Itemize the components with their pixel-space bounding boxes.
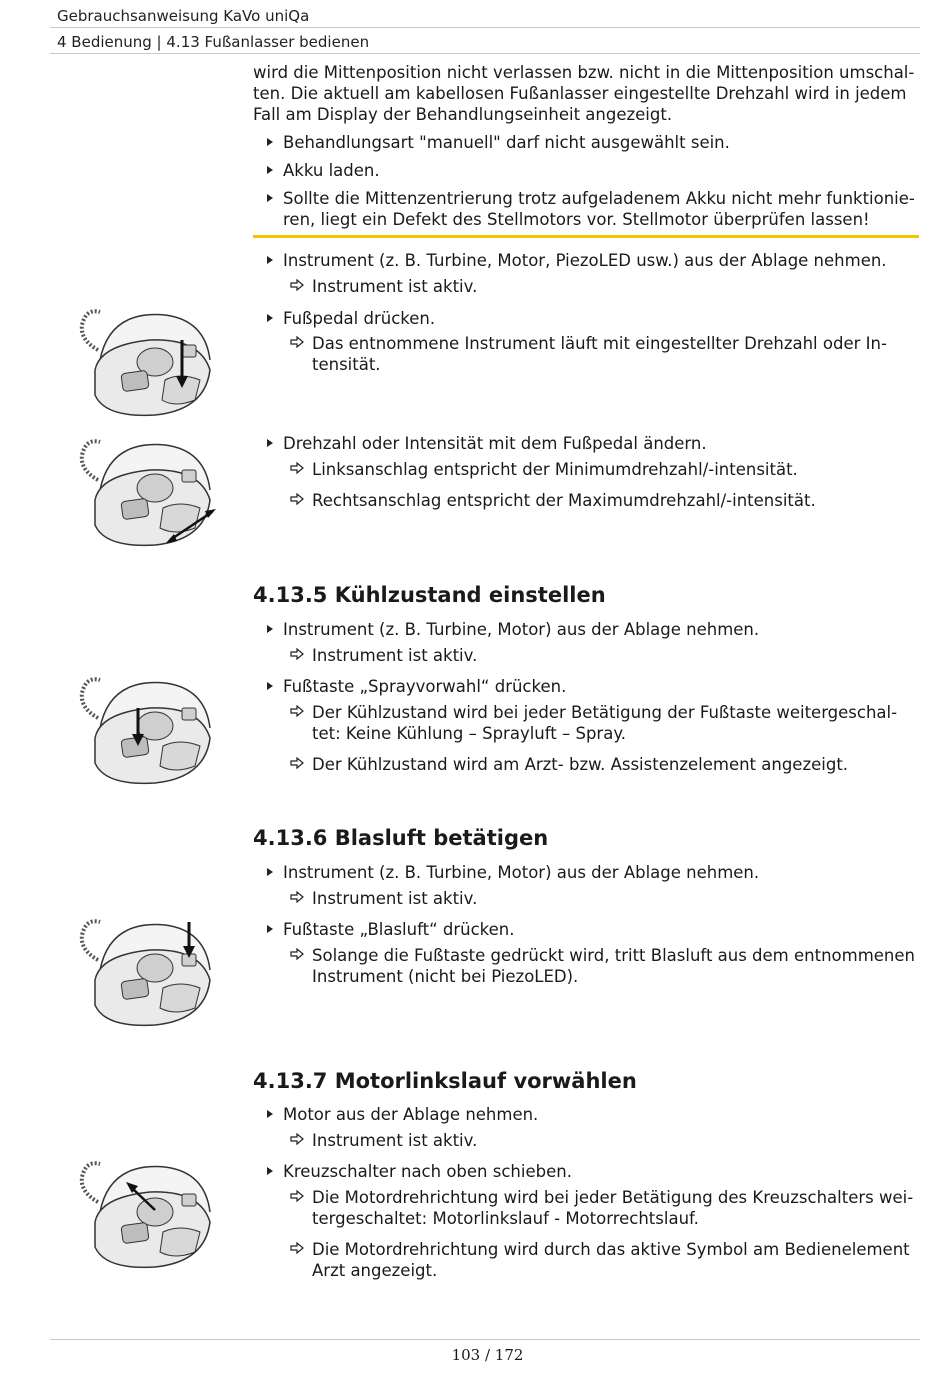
page-number: 103 / 172 [451, 1346, 524, 1364]
foot-control-air-button-illustration [70, 910, 220, 1040]
triangle-bullet-icon [267, 256, 273, 264]
action-item: Instrument (z. B. Turbine, Motor) aus der Ablage nehmen. [283, 619, 919, 640]
result-item: Instrument ist aktiv. [312, 276, 918, 297]
foot-control-spray-button-illustration [70, 668, 220, 798]
triangle-bullet-icon [267, 1167, 273, 1175]
breadcrumb-divider [50, 53, 920, 54]
action-item: Instrument (z. B. Turbine, Motor, PiezoLED usw.) aus der Ablage nehmen. [283, 250, 919, 271]
hollow-arrow-icon [290, 757, 304, 769]
triangle-bullet-icon [267, 166, 273, 174]
triangle-bullet-icon [267, 138, 273, 146]
hollow-arrow-icon [290, 279, 304, 291]
triangle-bullet-icon [267, 1110, 273, 1118]
hollow-arrow-icon [290, 705, 304, 717]
hollow-arrow-icon [290, 493, 304, 505]
section-heading: 4.13.6 Blasluft betätigen [253, 826, 549, 850]
hollow-arrow-icon [290, 462, 304, 474]
breadcrumb: 4 Bedienung | 4.13 Fußanlasser bedienen [57, 33, 370, 51]
intro-paragraph: wird die Mittenposition nicht verlassen bzw. nicht in die Mittenposition umschalten. Die aktuell am kabellosen Fußanlasser eingestellte Drehzahl wird in jedem Fall am Display der Behandlungseinheit angezeigt. [253, 63, 915, 124]
warning-end-rule [253, 235, 919, 238]
triangle-bullet-icon [267, 868, 273, 876]
action-item: Fußtaste „Blasluft“ drücken. [283, 919, 919, 940]
result-item: Der Kühlzustand wird am Arzt- bzw. Assistenzelement angezeigt. [312, 754, 918, 775]
foot-control-pedal-press-illustration [70, 300, 220, 430]
action-item: Fußpedal drücken. [283, 308, 919, 329]
header-divider [50, 27, 920, 28]
hollow-arrow-icon [290, 648, 304, 660]
hollow-arrow-icon [290, 1242, 304, 1254]
section-heading: 4.13.7 Motorlinkslauf vorwählen [253, 1069, 637, 1093]
foot-control-pedal-swivel-illustration [70, 430, 220, 560]
result-item: Instrument ist aktiv. [312, 1130, 918, 1151]
result-item: Instrument ist aktiv. [312, 888, 918, 909]
triangle-bullet-icon [267, 194, 273, 202]
footer-divider [50, 1339, 920, 1340]
action-item: Fußtaste „Sprayvorwahl“ drücken. [283, 676, 919, 697]
section-heading: 4.13.5 Kühlzustand einstellen [253, 583, 606, 607]
result-item: Der Kühlzustand wird bei jeder Betätigung der Fußtaste weitergeschaltet: Keine Kühlung – Sprayluft – Spray. [312, 702, 912, 744]
result-item: Die Motordrehrichtung wird bei jeder Betätigung des Kreuzschalters weitergeschaltet: Motorlinkslauf - Motorrechtslauf. [312, 1187, 918, 1229]
hollow-arrow-icon [290, 1190, 304, 1202]
triangle-bullet-icon [267, 625, 273, 633]
triangle-bullet-icon [267, 314, 273, 322]
action-item: Drehzahl oder Intensität mit dem Fußpedal ändern. [283, 433, 919, 454]
action-item: Motor aus der Ablage nehmen. [283, 1104, 919, 1125]
action-item: Kreuzschalter nach oben schieben. [283, 1161, 919, 1182]
action-item: Akku laden. [283, 160, 919, 181]
action-item: Sollte die Mittenzentrierung trotz aufgeladenem Akku nicht mehr funktionieren, liegt ein Defekt des Stellmotors vor. Stellmotor überprüfen lassen! [283, 188, 919, 230]
hollow-arrow-icon [290, 948, 304, 960]
hollow-arrow-icon [290, 1133, 304, 1145]
result-item: Instrument ist aktiv. [312, 645, 918, 666]
result-item: Die Motordrehrichtung wird durch das aktive Symbol am Bedienelement Arzt angezeigt. [312, 1239, 918, 1281]
foot-control-cross-switch-illustration [70, 1152, 220, 1282]
hollow-arrow-icon [290, 891, 304, 903]
action-item: Instrument (z. B. Turbine, Motor) aus der Ablage nehmen. [283, 862, 919, 883]
hollow-arrow-icon [290, 336, 304, 348]
document-title: Gebrauchsanweisung KaVo uniQa [57, 7, 310, 25]
triangle-bullet-icon [267, 925, 273, 933]
result-item: Das entnommene Instrument läuft mit eingestellter Drehzahl oder Intensität. [312, 333, 902, 375]
result-item: Linksanschlag entspricht der Minimumdrehzahl/-intensität. [312, 459, 918, 480]
result-item: Rechtsanschlag entspricht der Maximumdrehzahl/-intensität. [312, 490, 918, 511]
triangle-bullet-icon [267, 682, 273, 690]
action-item: Behandlungsart "manuell" darf nicht ausgewählt sein. [283, 132, 919, 153]
triangle-bullet-icon [267, 439, 273, 447]
result-item: Solange die Fußtaste gedrückt wird, tritt Blasluft aus dem entnommenen Instrument (nicht bei PiezoLED). [312, 945, 922, 987]
